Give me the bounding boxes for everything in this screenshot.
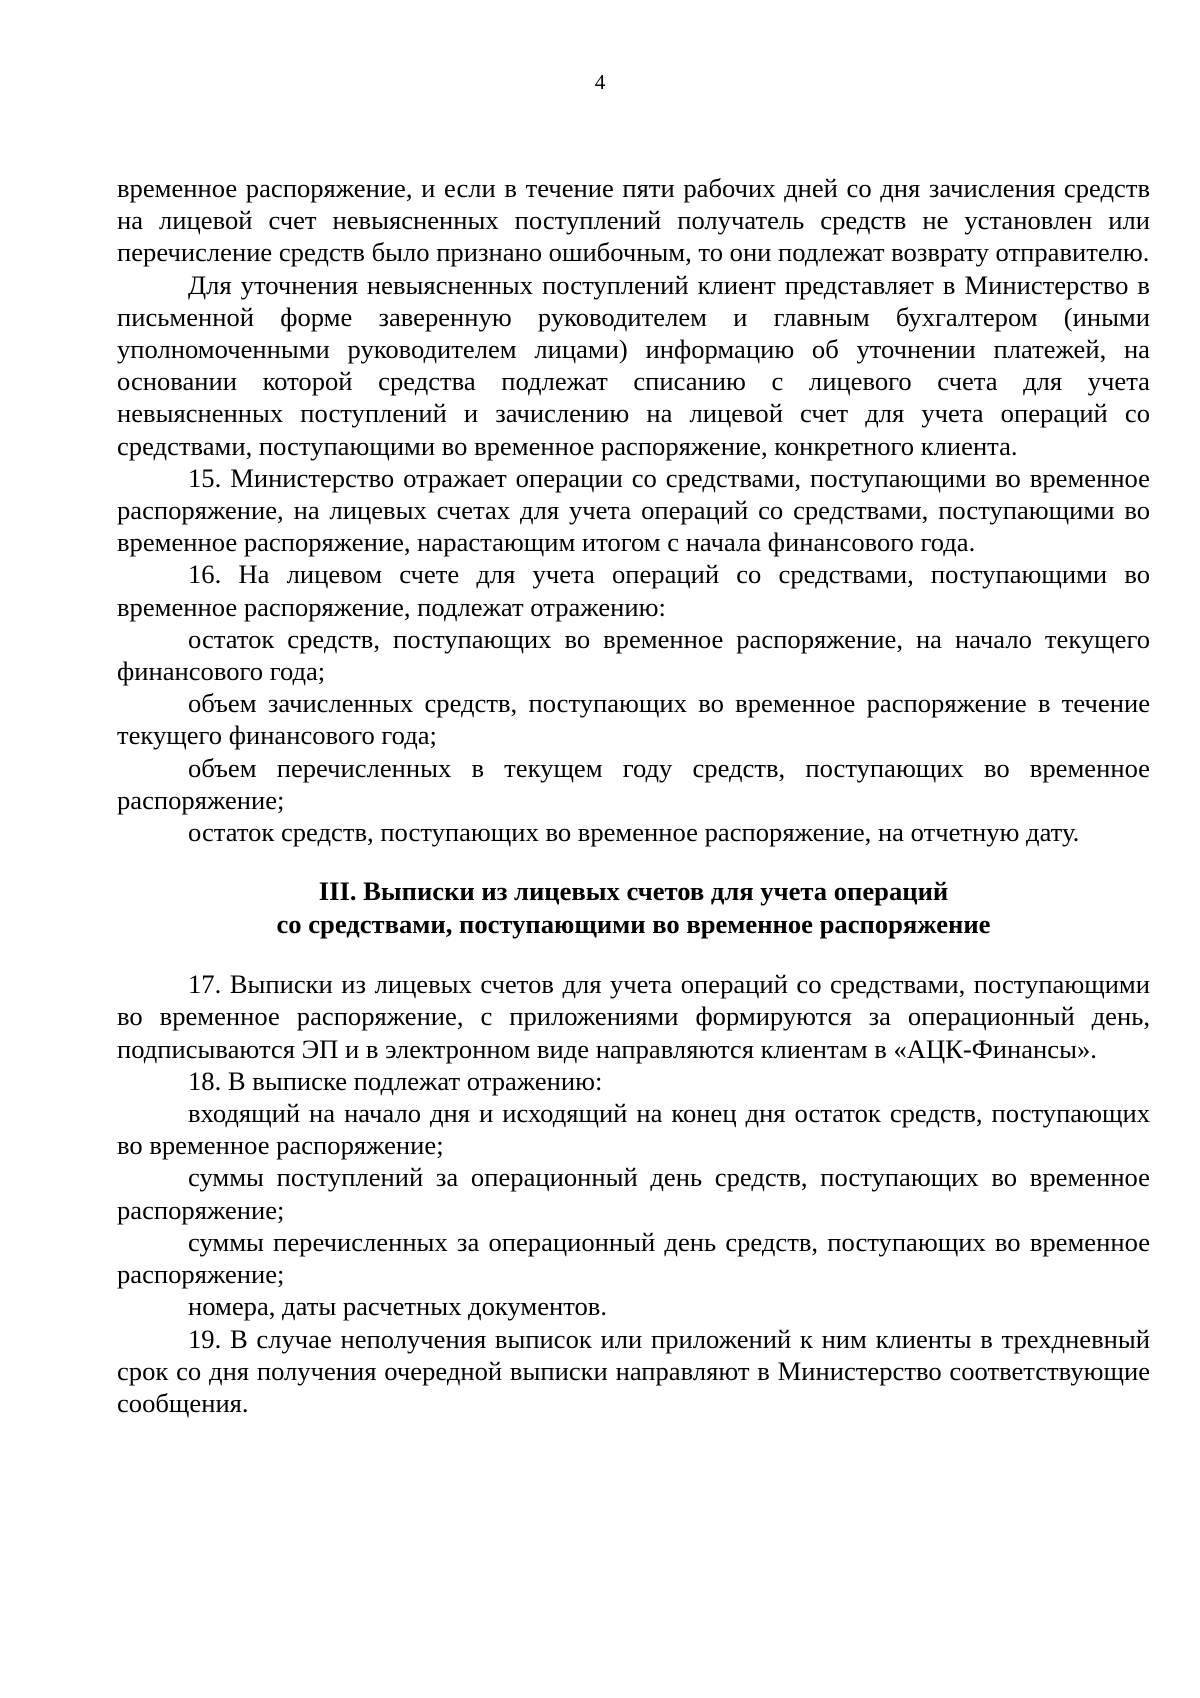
paragraph-16-item-3: объем перечисленных в текущем году средств, поступающих во временное распоряжение;	[117, 752, 1150, 815]
paragraph-16-item-2: объем зачисленных средств, поступающих во временное распоряжение в течение текущего финансового года;	[117, 688, 1150, 751]
page-number: 4	[594, 70, 606, 94]
section-heading-line-1: III. Выписки из лицевых счетов для учета операций	[318, 876, 949, 907]
paragraph-16: 16. На лицевом счете для учета операций со средствами, поступающими во временное распоряжение, подлежат отражению:	[117, 559, 1150, 622]
paragraph-16-item-4: остаток средств, поступающих во временное распоряжение, на отчетную дату.	[188, 817, 1080, 848]
paragraph-16-item-1: остаток средств, поступающих во временное распоряжение, на начало текущего финансового года;	[117, 623, 1150, 687]
section-heading-iii	[117, 875, 1150, 940]
paragraph-18-item-1: входящий на начало дня и исходящий на конец дня остаток средств, поступающих во временное распоряжение;	[117, 1098, 1150, 1161]
section-heading-line-2: со средствами, поступающими во временное распоряжение	[276, 908, 991, 939]
paragraph-15: 15. Министерство отражает операции со средствами, поступающими во временное распоряжение, на лицевых счетах для учета операций со средствами, поступающими во временное распоряжение, нарастающим итогом с начала финансового года.	[117, 462, 1150, 558]
paragraph-18-item-4: номера, даты расчетных документов.	[188, 1291, 608, 1322]
paragraph-continuation: временное распоряжение, и если в течение пяти рабочих дней со дня зачисления средств на лицевой счет невыясненных поступлений получатель средств не установлен или перечисление средств было признано ошибочным, то они подлежат возврату отправителю.	[117, 173, 1150, 268]
paragraph-18-item-3: суммы перечисленных за операционный день средств, поступающих во временное распоряжение;	[117, 1226, 1150, 1290]
paragraph-19: 19. В случае неполучения выписок или приложений к ним клиенты в трехдневный срок со дня получения очередной выписки направляют в Министерство соответствующие сообщения.	[117, 1323, 1150, 1418]
paragraph-18-item-2: суммы поступлений за операционный день средств, поступающих во временное распоряжение;	[117, 1162, 1150, 1225]
paragraph-18: 18. В выписке подлежат отражению:	[188, 1065, 603, 1096]
paragraph-17: 17. Выписки из лицевых счетов для учета операций со средствами, поступающими во временное распоряжение, с приложениями формируются за операционный день, подписываются ЭП и в электронном виде направляются клиентам в «АЦК-Финансы».	[117, 969, 1150, 1064]
paragraph-clarification: Для уточнения невыясненных поступлений клиент представляет в Министерство в письменной форме заверенную руководителем и главным бухгалтером (иными уполномоченными руководителем лицами) информацию об уточнении платежей, на основании которой средства подлежат списанию с лицевого счета для учета невыясненных поступлений и зачислению на лицевой счет для учета операций со средствами, поступающими во временное распоряжение, конкретного клиента.	[117, 269, 1150, 461]
document-body	[117, 172, 1150, 1419]
